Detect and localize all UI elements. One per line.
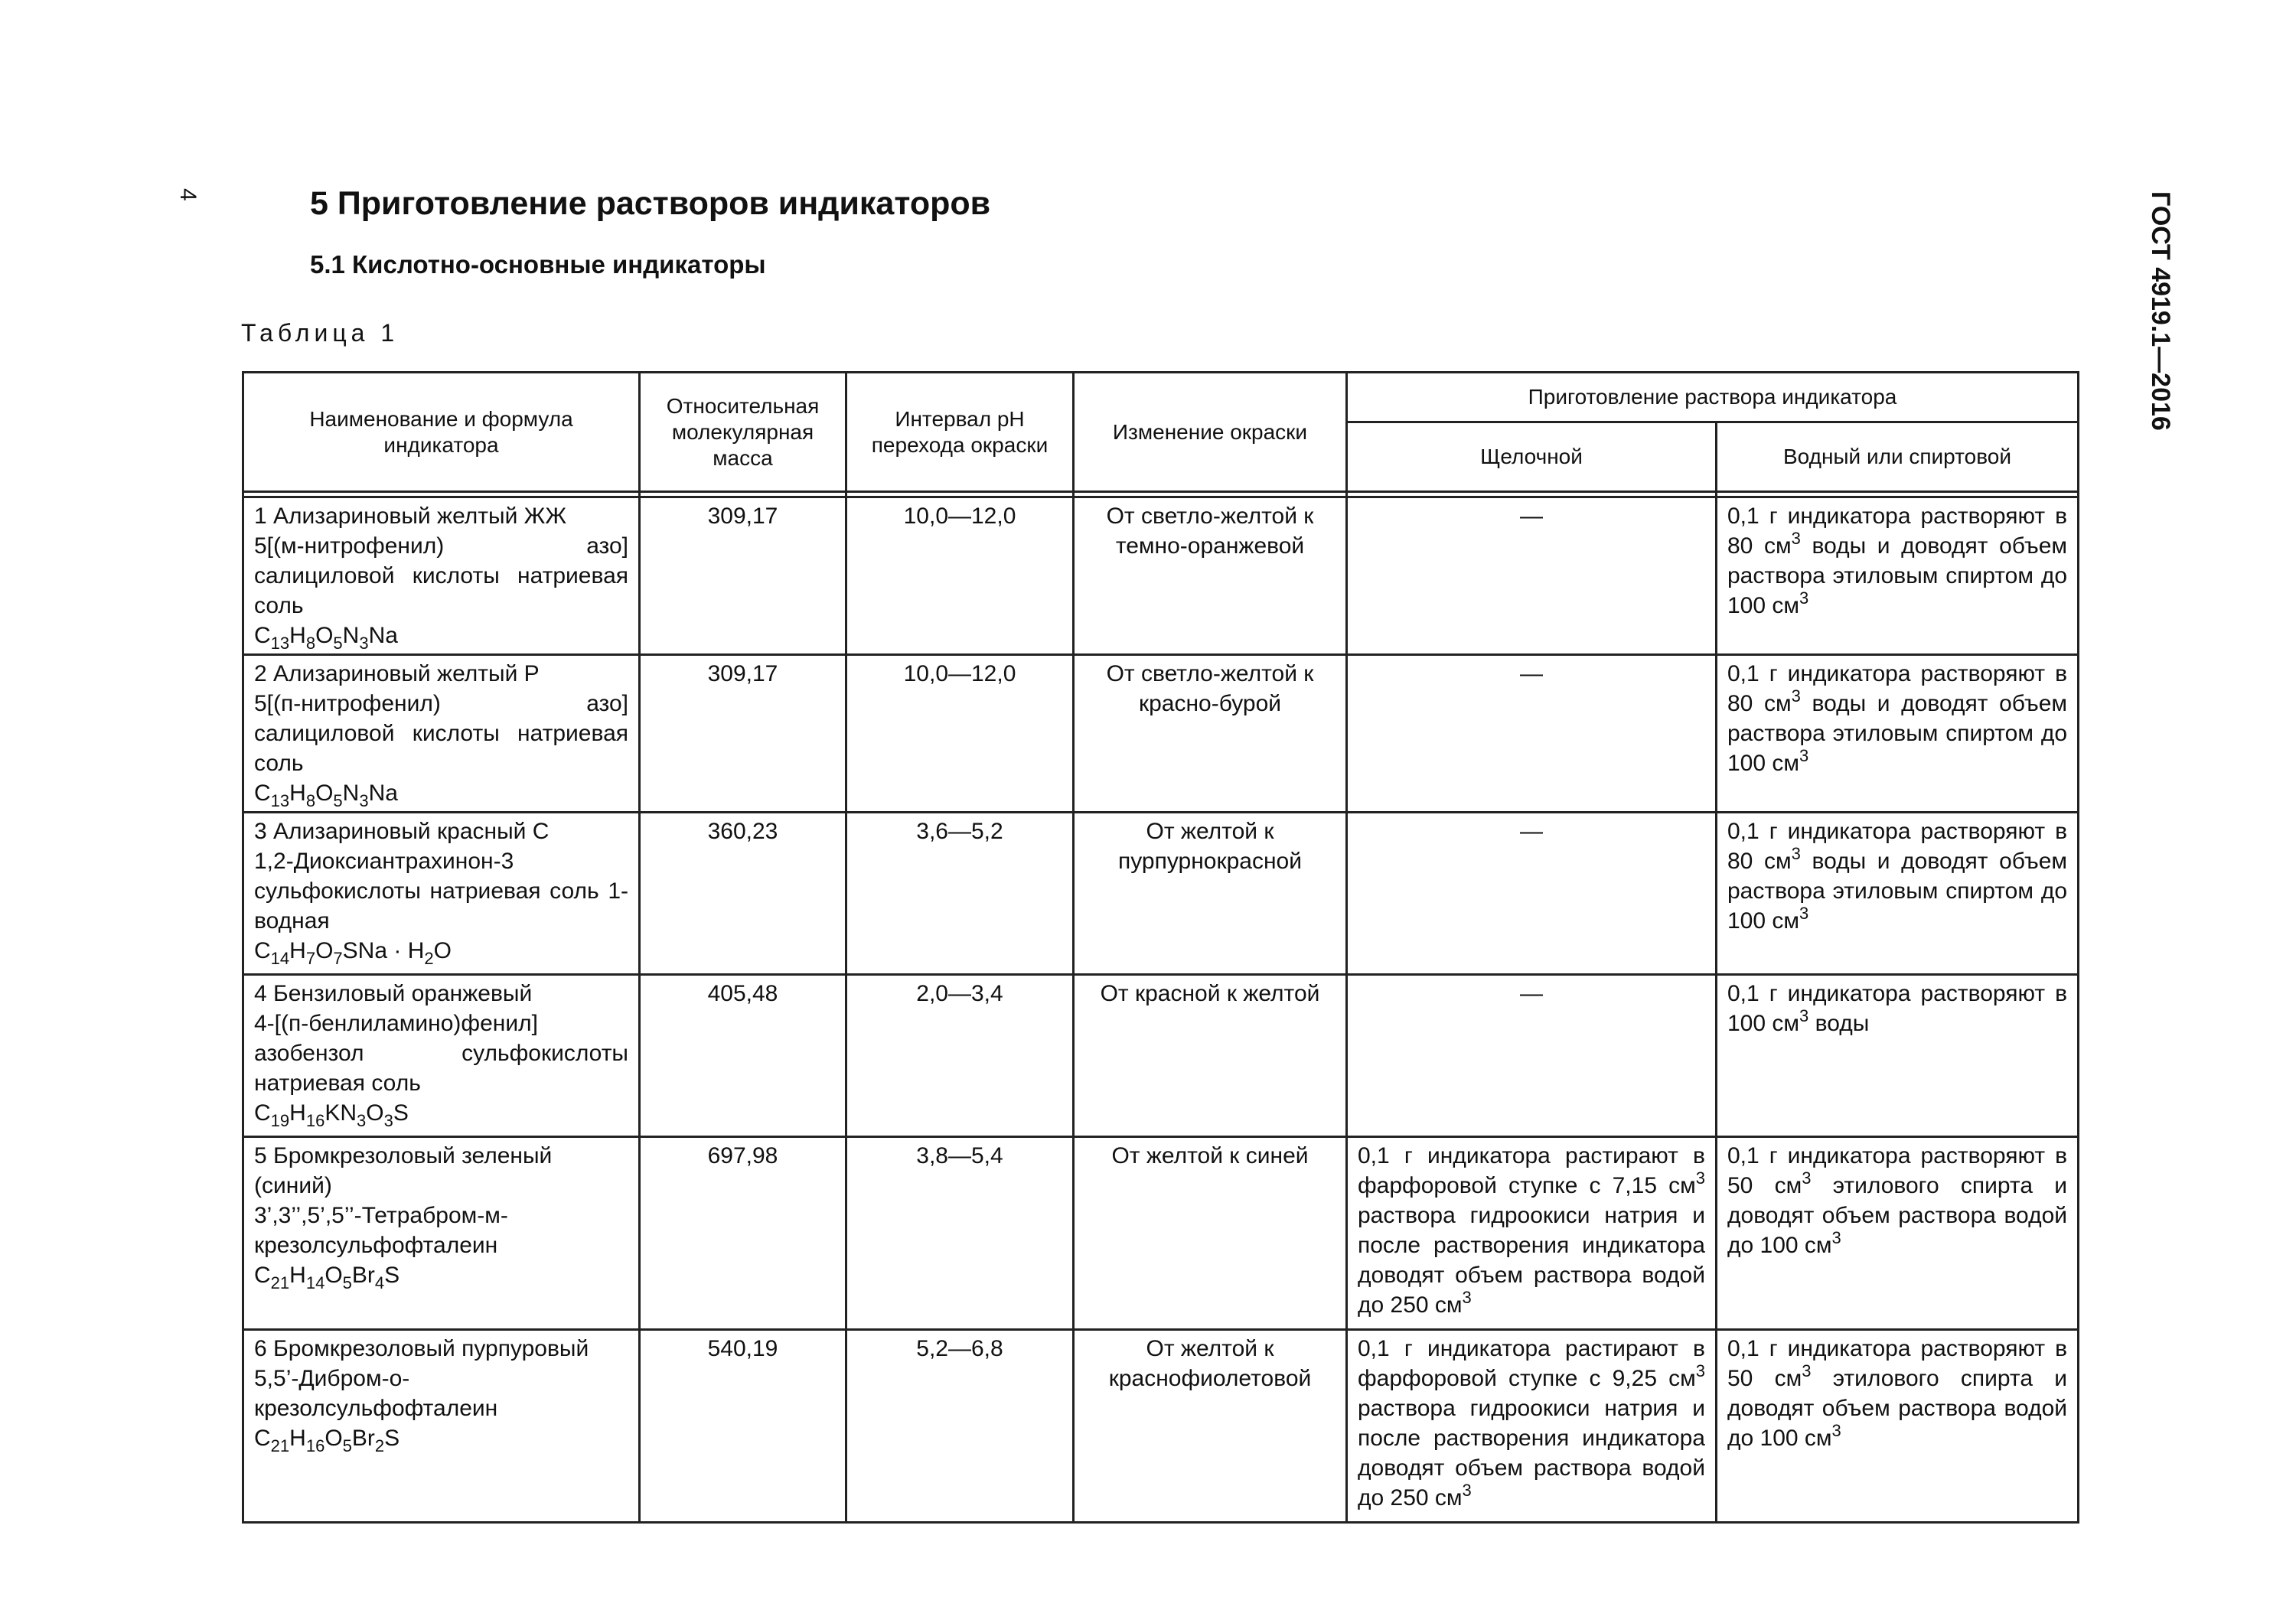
indicator-name: 5 Бромкрезоловый зеленый (синий) (254, 1143, 553, 1198)
indicator-name-cell (243, 813, 640, 975)
table-caption: Таблица 1 (241, 319, 400, 347)
header-aqueous: Водный или спиртовой (1717, 422, 2079, 492)
document-code: ГОСТ 4919.1—2016 (2146, 191, 2175, 431)
aqueous-cell: 0,1 г индикатора растворяют в 50 $см^3$ этилового спирта и доводят объем раствора водой до 100 $см^3$ (1717, 1137, 2079, 1330)
indicator-name-cell (243, 497, 640, 655)
header-double-rule (243, 492, 2079, 497)
section-heading: 5 Приготовление растворов индикаторов (310, 185, 991, 222)
alkaline-cell: — (1347, 813, 1717, 975)
color-change-cell: От красной к желтой (1074, 975, 1347, 1137)
indicator-name: 4 Бензиловый оранжевый (254, 981, 533, 1006)
ph-cell: 10,0—12,0 (846, 497, 1074, 655)
indicator-name-cell (243, 655, 640, 813)
mass-cell: 360,23 (640, 813, 846, 975)
indicator-chem-name: 5[(п-нитрофенил) азо] салициловой кислоты натриевая соль (254, 691, 628, 776)
table-row (243, 1137, 2079, 1330)
ph-cell: 5,2—6,8 (846, 1330, 1074, 1523)
aqueous-cell: 0,1 г индикатора растворяют в 80 $см^3$ воды и доводят объем раствора этиловым спиртом до 100 $см^3$ (1717, 655, 2079, 813)
ph-cell: 2,0—3,4 (846, 975, 1074, 1137)
aqueous-cell: 0,1 г индикатора растворяют в 50 $см^3$ этилового спирта и доводят объем раствора водой до 100 $см^3$ (1717, 1330, 2079, 1523)
indicator-chem-name: 5[(м-нитрофенил) азо] салициловой кислоты натриевая соль (254, 533, 628, 618)
indicator-chem-name: 1,2-Диоксиантрахинон-3 сульфокислоты натриевая соль 1-водная (254, 849, 628, 934)
indicator-formula: $C_{13}H_8O_5N_3Na$ (254, 781, 398, 810)
table-row (243, 975, 2079, 1137)
ph-cell: 3,8—5,4 (846, 1137, 1074, 1330)
aqueous-cell: 0,1 г индикатора растворяют в 80 $см^3$ воды и доводят объем раствора этиловым спиртом до 100 $см^3$ (1717, 813, 2079, 975)
indicator-name: 6 Бромкрезоловый пурпуровый (254, 1336, 589, 1361)
color-change-cell: От светло-желтой к красно-бурой (1074, 655, 1347, 813)
header-prep: Приготовление раствора индикатора (1347, 373, 2079, 422)
color-change-cell: От светло-желтой к темно-оранжевой (1074, 497, 1347, 655)
subsection-heading: 5.1 Кислотно-основные индикаторы (310, 250, 766, 279)
alkaline-cell: — (1347, 975, 1717, 1137)
indicator-formula: $C_{19}H_{16}KN_3O_3S$ (254, 1100, 409, 1130)
mass-cell: 540,19 (640, 1330, 846, 1523)
header-name: Наименование и формула индикатора (243, 373, 640, 492)
aqueous-cell: 0,1 г индикатора растворяют в 80 $см^3$ воды и доводят объем раствора этиловым спиртом до 100 $см^3$ (1717, 497, 2079, 655)
table-row (243, 655, 2079, 813)
alkaline-cell: 0,1 г индикатора растирают в фарфоровой ступке с 7,15 $см^3$ раствора гидроокиси натрия и после растворения индикатора доводят объем раствора водой до 250 $см^3$ (1347, 1137, 1717, 1330)
alkaline-cell: 0,1 г индикатора растирают в фарфоровой ступке с 9,25 $см^3$ раствора гидроокиси натрия и после растворения индикатора доводят объем раствора водой до 250 $см^3$ (1347, 1330, 1717, 1523)
indicator-formula: $C_{21}H_{16}O_5Br_2S$ (254, 1426, 400, 1455)
alkaline-cell: — (1347, 655, 1717, 813)
color-change-cell: От желтой к пурпурнокрасной (1074, 813, 1347, 975)
header-alkaline: Щелочной (1347, 422, 1717, 492)
ph-cell: 10,0—12,0 (846, 655, 1074, 813)
table-row (243, 497, 2079, 655)
indicator-chem-name: 5,5’-Дибром-о-крезолсульфофталеин (254, 1366, 498, 1421)
indicator-name: 2 Ализариновый желтый Р (254, 661, 540, 686)
table-row (243, 1330, 2079, 1523)
header-ph: Интервал pH перехода окраски (846, 373, 1074, 492)
indicator-name-cell (243, 1330, 640, 1523)
indicator-name: 3 Ализариновый красный С (254, 819, 550, 844)
ph-cell: 3,6—5,2 (846, 813, 1074, 975)
mass-cell: 309,17 (640, 655, 846, 813)
indicator-table (242, 371, 2079, 1524)
table-header-row (243, 373, 2079, 422)
indicator-name-cell (243, 975, 640, 1137)
mass-cell: 309,17 (640, 497, 846, 655)
mass-cell: 405,48 (640, 975, 846, 1137)
table-row (243, 813, 2079, 975)
color-change-cell: От желтой к синей (1074, 1137, 1347, 1330)
header-color: Изменение окраски (1074, 373, 1347, 492)
header-mass: Относительная молекулярная масса (640, 373, 846, 492)
indicator-name: 1 Ализариновый желтый ЖЖ (254, 504, 567, 529)
indicator-chem-name: 3’,3’’,5’,5’’-Тетрабром-м-крезолсульфофталеин (254, 1203, 508, 1258)
aqueous-cell: 0,1 г индикатора растворяют в 100 $см^3$ воды (1717, 975, 2079, 1137)
indicator-formula: $C_{13}H_8O_5N_3Na$ (254, 623, 398, 653)
indicator-formula: $C_{14}H_7O_7SNa \cdot H_2O$ (254, 938, 452, 968)
mass-cell: 697,98 (640, 1137, 846, 1330)
alkaline-cell: — (1347, 497, 1717, 655)
indicator-chem-name: 4-[(п-бенлиламино)фенил] азобензол сульфокислоты натриевая соль (254, 1011, 628, 1096)
indicator-formula: $C_{21}H_{14}O_5Br_4S$ (254, 1263, 400, 1292)
color-change-cell: От желтой к краснофиолетовой (1074, 1330, 1347, 1523)
indicator-name-cell (243, 1137, 640, 1330)
page-number: 4 (175, 188, 201, 201)
